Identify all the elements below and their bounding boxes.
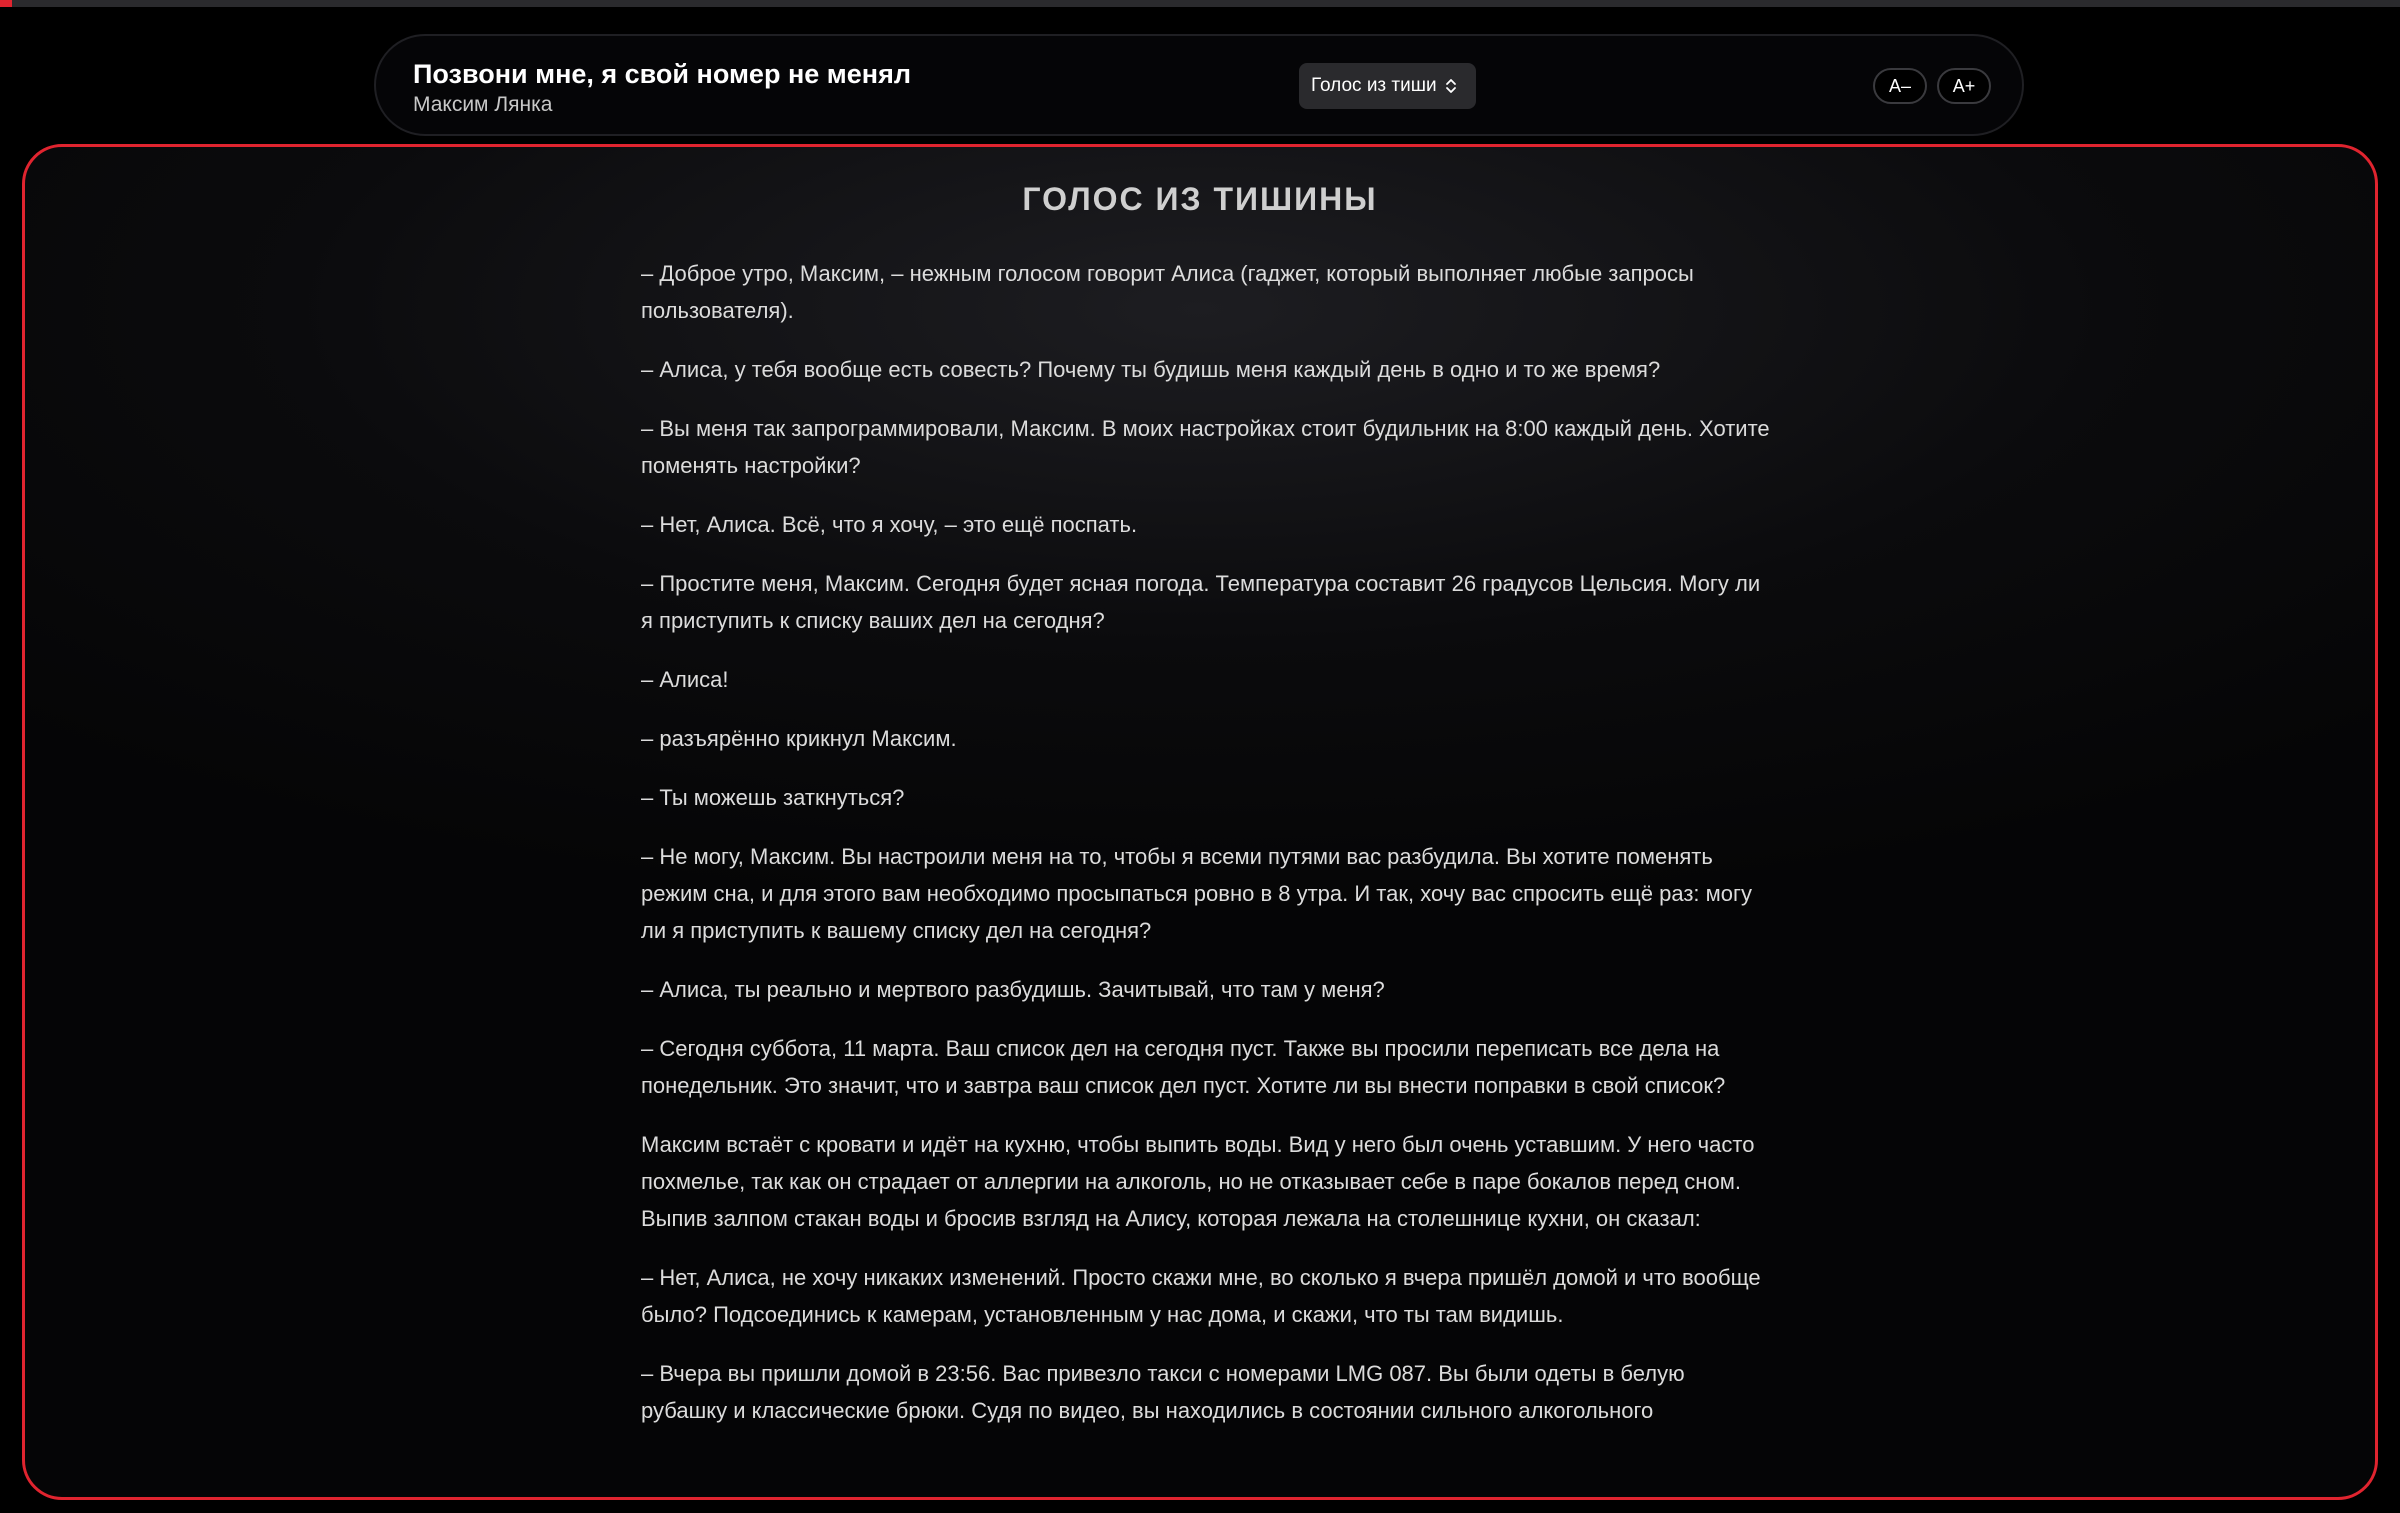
paragraph: – Вы меня так запрограммировали, Максим. В моих настройках стоит будильник на 8:00 каждый день. Хотите поменять настройки?	[641, 416, 1770, 478]
book-author: Максим Лянка	[413, 93, 553, 116]
chapter-select-value: Голос из тиши	[1311, 75, 1437, 96]
paragraph: – Нет, Алиса, не хочу никаких изменений. Просто скажи мне, во сколько я вчера пришёл домой и что вообще было? Подсоединись к камерам, установленным у нас дома, и скажи, что ты там видишь.	[641, 1265, 1761, 1327]
paragraph: – Вчера вы пришли домой в 23:56. Вас привезло такси с номерами LMG 087. Вы были одеты в белую рубашку и классические брюки. Судя по видео, вы находились в состоянии сильного алкогольного	[641, 1361, 1685, 1423]
chevron-updown-icon	[1445, 76, 1457, 96]
paragraph: – разъярённо крикнул Максим.	[641, 726, 957, 751]
paragraph: – Нет, Алиса. Всё, что я хочу, – это ещё поспать.	[641, 512, 1138, 537]
reader-header	[374, 34, 2024, 136]
paragraph: – Сегодня суббота, 11 марта. Ваш список дел на сегодня пуст. Также вы просили переписать все дела на понедельник. Это значит, что и завтра ваш список дел пуст. Хотите ли вы внести поправки в свой список?	[641, 1036, 1726, 1098]
reader-content-panel[interactable]	[22, 144, 2378, 1500]
paragraph: Максим встаёт с кровати и идёт на кухню, чтобы выпить воды. Вид у него был очень уставшим. У него часто похмелье, так как он страдает от аллергии на алкоголь, но не отказывает себе в паре бокалов перед сном. Выпив залпом стакан воды и бросив взгляд на Алису, которая лежала на столешнице кухни, он сказал:	[641, 1132, 1755, 1231]
paragraph: – Доброе утро, Максим, – нежным голосом говорит Алиса (гаджет, который выполняет любые запросы пользователя).	[641, 261, 1694, 323]
paragraph: – Алиса, у тебя вообще есть совесть? Почему ты будишь меня каждый день в одно и то же время?	[641, 357, 1661, 382]
chapter-select[interactable]	[1299, 63, 1476, 109]
paragraph: – Алиса, ты реально и мертвого разбудишь. Зачитывай, что там у меня?	[641, 977, 1385, 1002]
reading-progress-track	[0, 0, 2400, 7]
paragraph: – Простите меня, Максим. Сегодня будет ясная погода. Температура составит 26 градусов Цельсия. Могу ли я приступить к списку ваших дел на сегодня?	[641, 571, 1761, 633]
chapter-text	[641, 255, 1771, 1451]
reading-progress-fill	[0, 0, 12, 7]
paragraph: – Ты можешь заткнуться?	[641, 785, 905, 810]
book-title: Позвони мне, я свой номер не менял	[413, 59, 911, 89]
paragraph: – Не могу, Максим. Вы настроили меня на то, чтобы я всеми путями вас разбудила. Вы хотите поменять режим сна, и для этого вам необходимо просыпаться ровно в 8 утра. И так, хочу вас спросить ещё раз: могу ли я приступить к вашему списку дел на сегодня?	[641, 844, 1753, 943]
font-increase-button[interactable]: A+	[1937, 68, 1991, 104]
font-decrease-button[interactable]: A–	[1873, 68, 1927, 104]
chapter-title: ГОЛОС ИЗ ТИШИНЫ	[1022, 181, 1378, 217]
paragraph: – Алиса!	[641, 667, 729, 692]
